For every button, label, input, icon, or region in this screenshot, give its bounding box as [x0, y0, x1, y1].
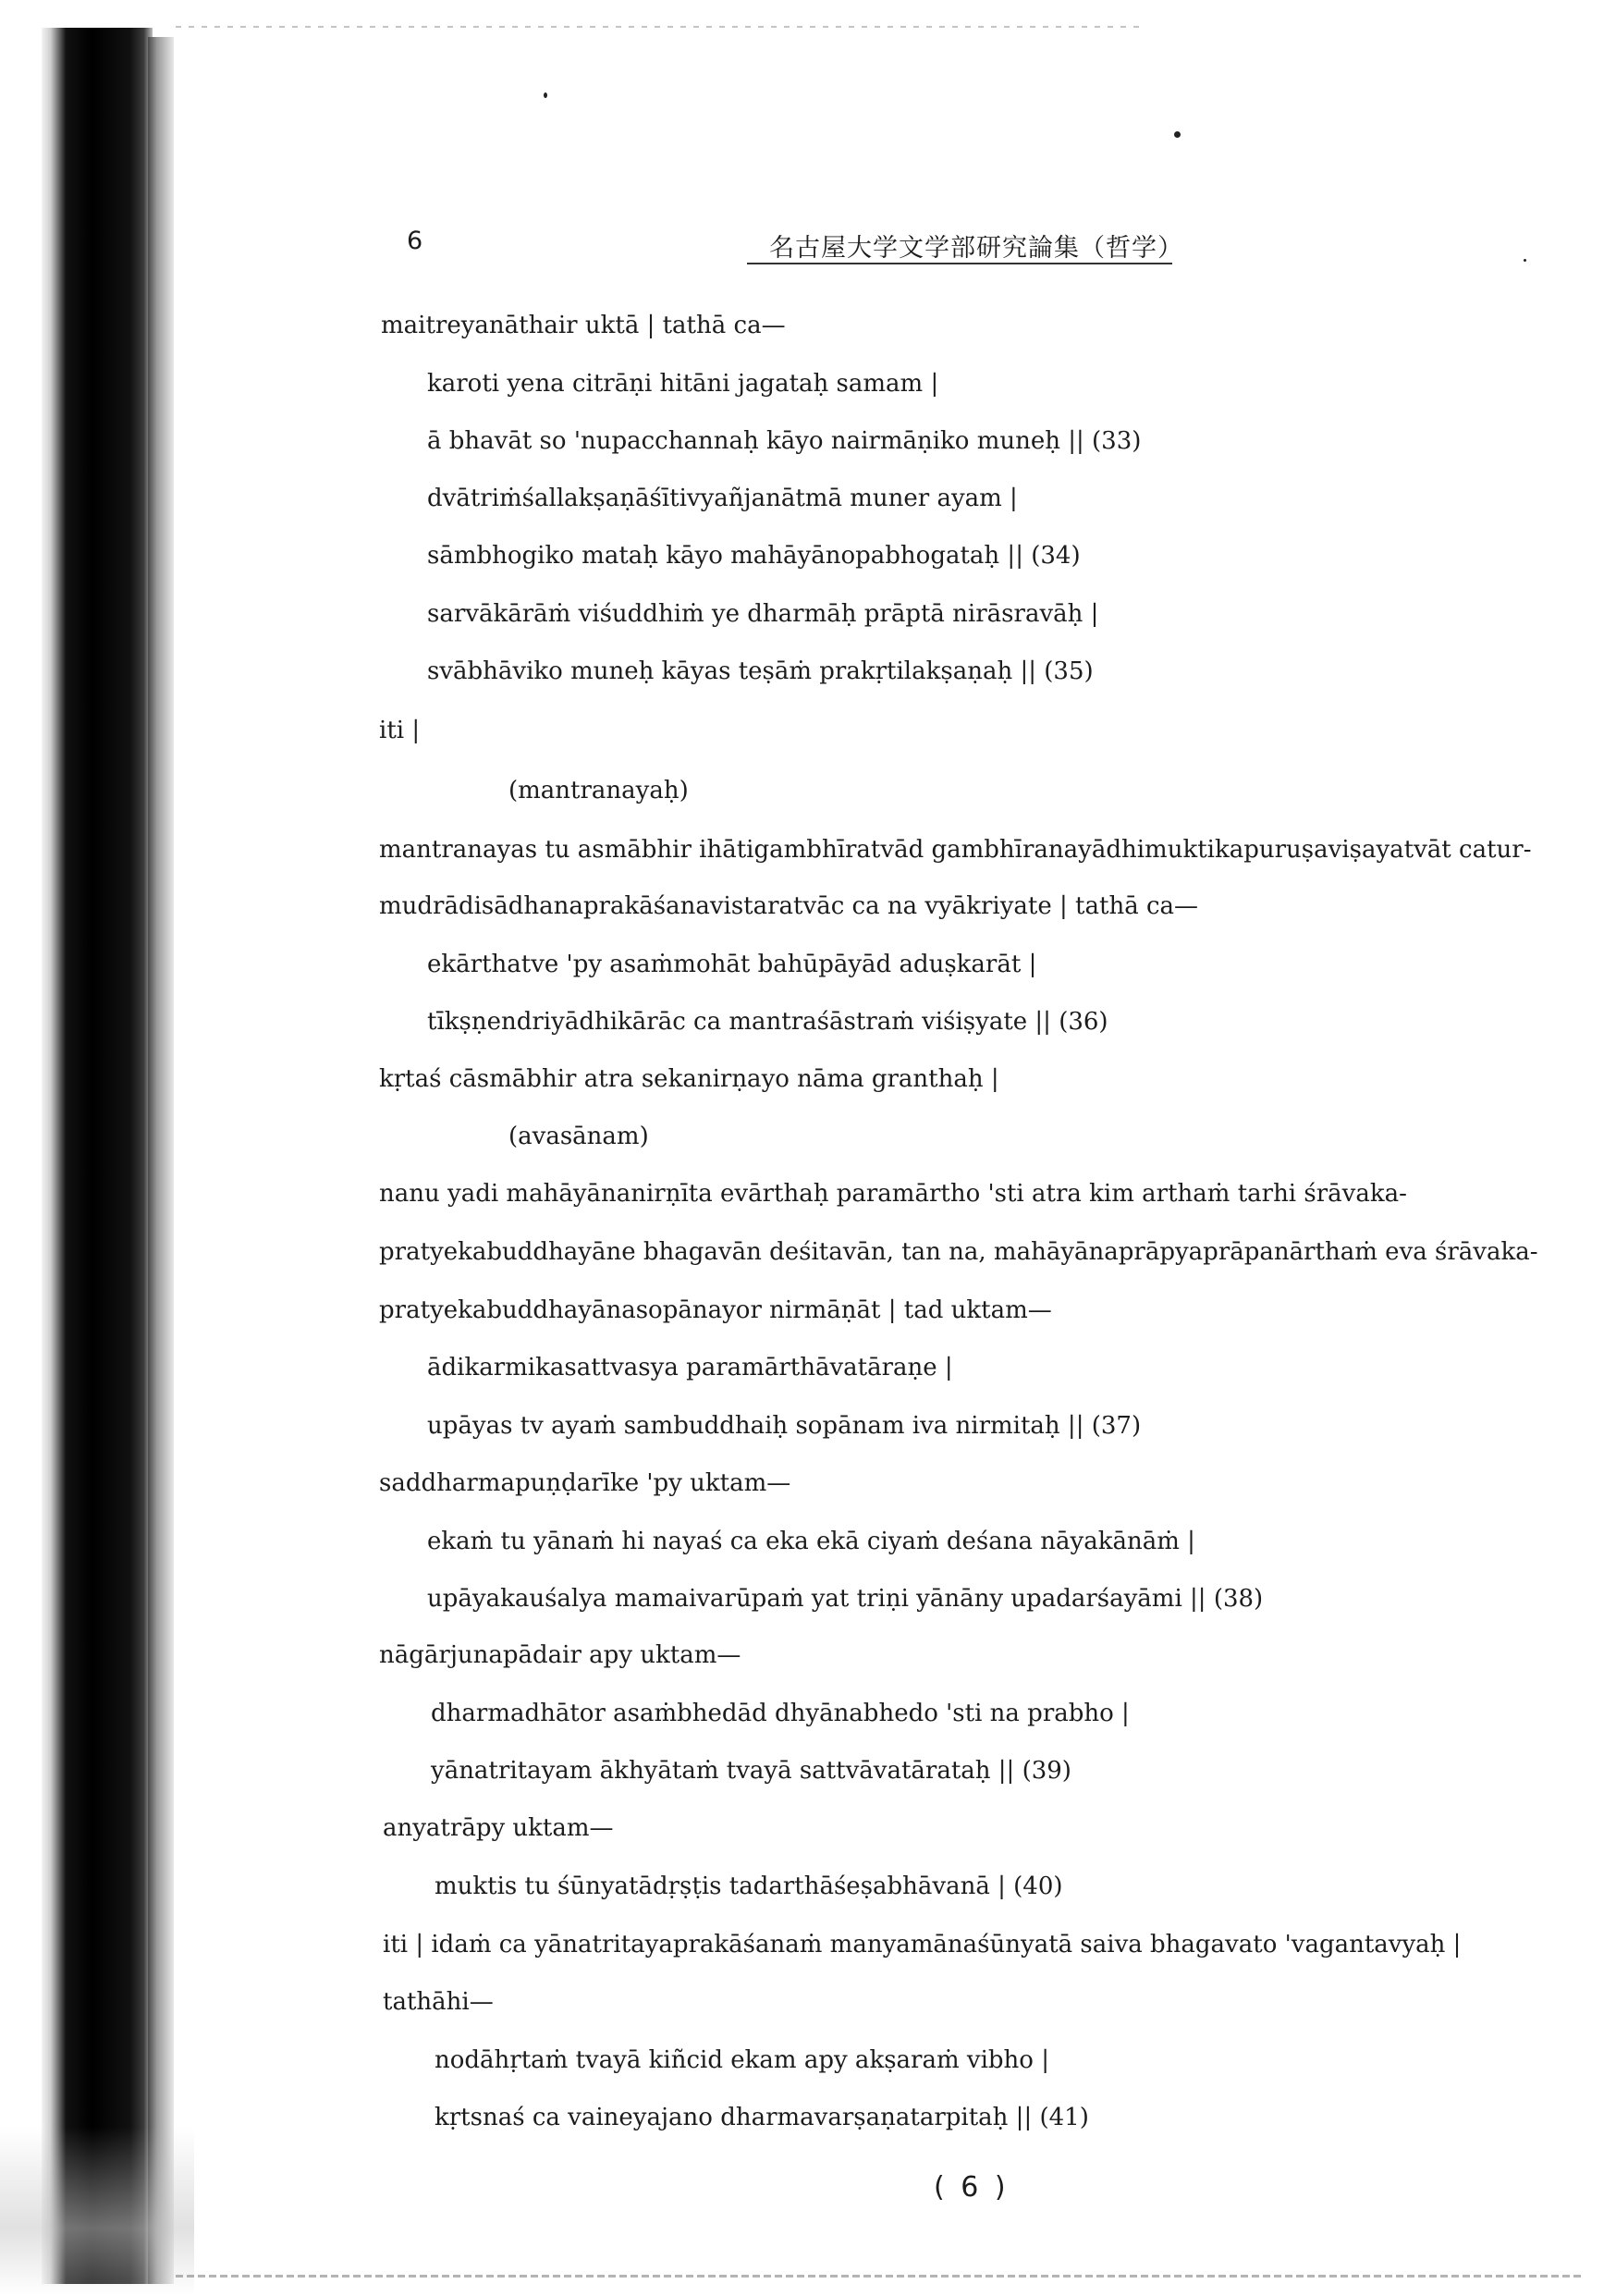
- section-heading: (avasānam): [508, 1123, 649, 1150]
- section-heading: (mantranayaḥ): [508, 777, 689, 804]
- scan-speck: [544, 92, 547, 98]
- journal-title: 名古屋大学文学部研究論集（哲学）: [769, 234, 1183, 263]
- text-line: iti | idaṁ ca yānatritayaprakāśanaṁ manyamānaśūnyatā saiva bhagavato 'vagantavyaḥ |: [383, 1931, 1462, 1958]
- book-spine-edge: [148, 37, 174, 2284]
- text-line: nanu yadi mahāyānanirṇīta evārthaḥ paramārtho 'sti atra kim arthaṁ tarhi śrāvaka-: [379, 1180, 1407, 1208]
- verse-line: ādikarmikasattvasya paramārthāvatāraṇe |: [427, 1354, 953, 1381]
- verse-line: svābhāviko muneḥ kāyas teṣāṁ prakṛtilakṣaṇaḥ || (35): [427, 657, 1094, 685]
- verse-line: upāyas tv ayaṁ sambuddhaiḥ sopānam iva nirmitaḥ || (37): [427, 1412, 1142, 1440]
- verse-line: kṛtsnaś ca vaineyajano dharmavarṣaṇatarpitaḥ || (41): [435, 2104, 1089, 2131]
- scan-speck: [1174, 131, 1181, 138]
- text-line: iti |: [379, 717, 421, 744]
- verse-line: ekārthatve 'py asaṁmohāt bahūpāyād aduṣkarāt |: [427, 951, 1037, 978]
- text-line: mantranayas tu asmābhir ihātigambhīratvād gambhīranayādhimuktikapuruṣaviṣayatvāt catur-: [379, 836, 1532, 864]
- text-line: mudrādisādhanaprakāśanavistaratvāc ca na vyākriyate | tathā ca—: [379, 892, 1199, 920]
- book-spine-bottom-shadow: [0, 2127, 194, 2296]
- scan-bottom-edge: [176, 2275, 1581, 2278]
- verse-line: tīkṣṇendriyādhikārāc ca mantraśāstraṁ viśiṣyate || (36): [427, 1008, 1108, 1036]
- header-underline: [747, 263, 1172, 264]
- verse-line: ā bhavāt so 'nupacchannaḥ kāyo nairmāṇiko muneḥ || (33): [427, 427, 1142, 455]
- verse-line: karoti yena citrāṇi hitāni jagataḥ samam |: [427, 370, 939, 398]
- text-line: maitreyanāthair uktā | tathā ca—: [381, 312, 786, 339]
- text-line: pratyekabuddhayānasopānayor nirmāṇāt | tad uktam—: [379, 1296, 1052, 1324]
- verse-line: dharmadhātor asaṁbhedād dhyānabhedo 'sti na prabho |: [431, 1700, 1130, 1727]
- verse-line: sāmbhogiko mataḥ kāyo mahāyānopabhogataḥ || (34): [427, 542, 1081, 570]
- verse-line: upāyakauśalya mamaivarūpaṁ yat triṇi yānāny upadarśayāmi || (38): [427, 1585, 1264, 1613]
- verse-line: ekaṁ tu yānaṁ hi nayaś ca eka ekā ciyaṁ deśana nāyakānāṁ |: [427, 1528, 1195, 1555]
- verse-line: muktis tu śūnyatādṛṣṭis tadarthāśeṣabhāvanā | (40): [435, 1872, 1063, 1900]
- verse-line: sarvākārāṁ viśuddhiṁ ye dharmāḥ prāptā nirāsravāḥ |: [427, 600, 1099, 628]
- text-line: anyatrāpy uktam—: [383, 1814, 614, 1842]
- verse-line: yānatritayam ākhyātaṁ tvayā sattvāvatārataḥ || (39): [431, 1757, 1071, 1785]
- text-line: kṛtaś cāsmābhir atra sekanirṇayo nāma granthaḥ |: [379, 1065, 999, 1093]
- text-line: tathāhi—: [383, 1988, 494, 2016]
- text-line: pratyekabuddhayāne bhagavān deśitavān, tan na, mahāyānaprāpyaprāpanārthaṁ eva śrāvaka-: [379, 1238, 1538, 1266]
- scan-top-edge: [176, 26, 1146, 28]
- page-number: 6: [407, 227, 423, 255]
- text-line: saddharmapuṇḍarīke 'py uktam—: [379, 1469, 791, 1497]
- text-line: nāgārjunapādair apy uktam—: [379, 1641, 741, 1669]
- scan-speck: [1524, 259, 1526, 262]
- verse-line: dvātriṁśallakṣaṇāśītivyañjanātmā muner ayam |: [427, 485, 1018, 512]
- verse-line: nodāhṛtaṁ tvayā kiñcid ekam apy akṣaraṁ vibho |: [435, 2046, 1049, 2074]
- footer-page-label: ( 6 ): [934, 2171, 1010, 2204]
- book-spine-shadow: [42, 28, 153, 2284]
